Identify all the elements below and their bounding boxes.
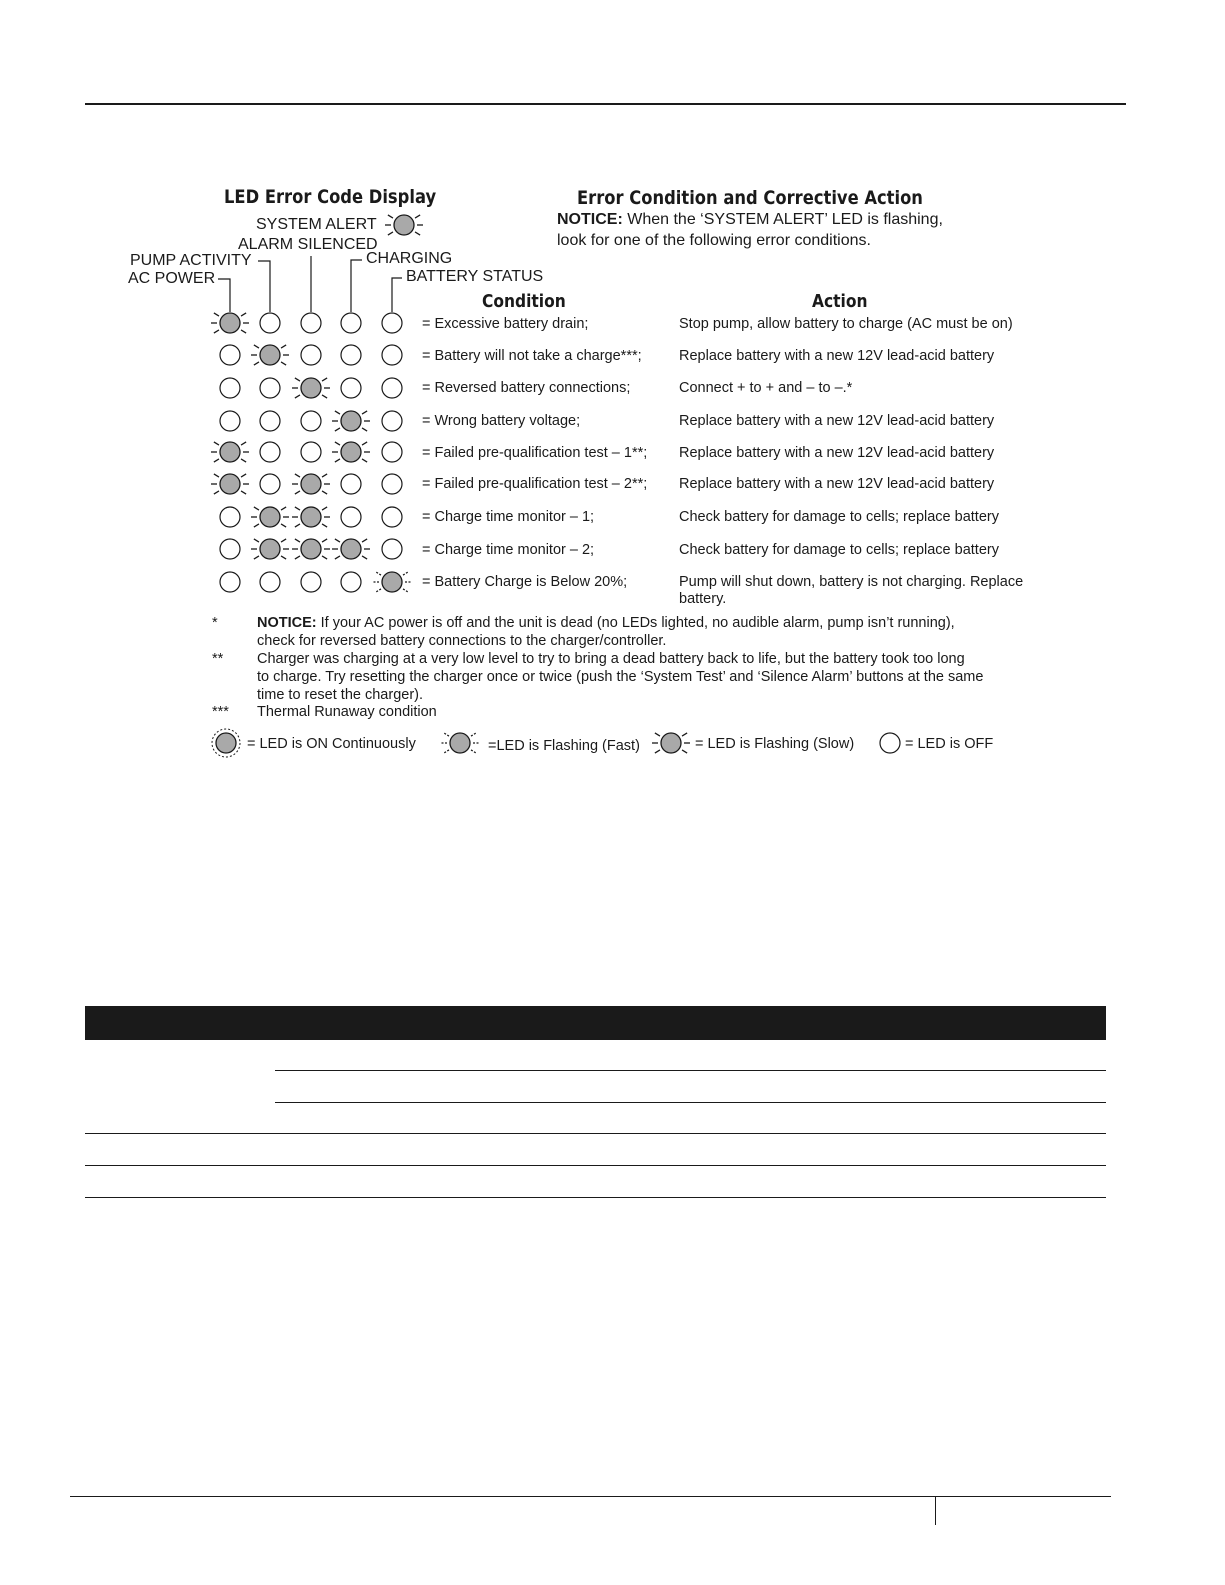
led-indicator (341, 345, 361, 365)
led-indicator (382, 313, 402, 333)
notice-line2: look for one of the following error conditions. (557, 232, 871, 249)
label-pump-activity: PUMP ACTIVITY (130, 252, 252, 269)
led-indicator (301, 442, 321, 462)
led-indicator (260, 474, 280, 494)
connector-pump-activity (258, 261, 270, 312)
condition-column-heading: Condition (482, 291, 566, 312)
led-indicator (292, 507, 330, 527)
led-indicator (220, 572, 240, 592)
condition-text: = Charge time monitor – 2; (422, 542, 595, 558)
led-display-heading: LED Error Code Display (224, 186, 437, 208)
footnote-line (257, 703, 437, 721)
footnote-text: Charger was charging at a very low level to try to bring a dead battery back to life, but the battery took too long (257, 651, 965, 667)
led-indicator (382, 442, 402, 462)
connector-battery-status (392, 278, 402, 312)
table-rule-2 (85, 1165, 1106, 1166)
action-text: Replace battery with a new 12V lead-acid battery (679, 445, 995, 461)
connector-ac-power (218, 279, 230, 312)
led-indicator (260, 378, 280, 398)
table-subrule-2 (275, 1102, 1106, 1103)
led-indicator (301, 572, 321, 592)
led-indicator (251, 539, 289, 559)
led-indicator (260, 442, 280, 462)
led-indicator (382, 345, 402, 365)
notice-line1: When the ‘SYSTEM ALERT’ LED is flashing, (627, 211, 943, 228)
led-indicator (220, 411, 240, 431)
condition-text: = Charge time monitor – 1; (422, 509, 595, 525)
condition-text: = Reversed battery connections; (422, 380, 631, 396)
led-indicator (341, 572, 361, 592)
led-indicator (211, 474, 249, 494)
footnote-mark: ** (212, 651, 224, 667)
led-indicator (251, 345, 289, 365)
action-text: Pump will shut down, battery is not charging. Replace (679, 574, 1024, 590)
led-indicator (251, 507, 289, 527)
system-alert-icon (385, 215, 423, 235)
led-indicator (292, 474, 330, 494)
action-text: Connect + to + and – to –.* (679, 380, 853, 396)
action-column-heading: Action (812, 291, 868, 312)
led-indicator (301, 345, 321, 365)
led-indicator (382, 378, 402, 398)
footnote-line (257, 632, 666, 650)
label-charging: CHARGING (366, 250, 453, 267)
led-indicator (260, 313, 280, 333)
led-indicator (373, 572, 411, 592)
footer-rule (70, 1496, 1111, 1497)
led-indicator (301, 313, 321, 333)
label-alarm-silenced: ALARM SILENCED (238, 236, 378, 253)
led-indicator (220, 539, 240, 559)
led-indicator (220, 378, 240, 398)
action-text: Stop pump, allow battery to charge (AC must be on) (679, 316, 1013, 332)
condition-text: = Failed pre-qualification test – 2**; (422, 476, 648, 492)
error-condition-heading: Error Condition and Corrective Action (577, 187, 923, 209)
footnote-text: to charge. Try resetting the charger once or twice (push the ‘System Test’ and ‘Silence Alarm’ buttons at the same (257, 669, 984, 685)
action-text: Replace battery with a new 12V lead-acid battery (679, 413, 995, 429)
led-indicator (292, 378, 330, 398)
led-indicator (341, 313, 361, 333)
legend-on-label: = LED is ON Continuously (247, 736, 416, 752)
footer-divider (935, 1497, 936, 1525)
led-indicator (332, 539, 370, 559)
led-indicator (332, 411, 370, 431)
table-header-bar (85, 1006, 1106, 1040)
led-indicator (220, 345, 240, 365)
legend-fast-label: =LED is Flashing (Fast) (488, 738, 640, 754)
led-indicator (220, 507, 240, 527)
led-indicator (382, 507, 402, 527)
footnote-text: If your AC power is off and the unit is dead (no LEDs lighted, no audible alarm, pump isn’t running), (320, 615, 955, 631)
condition-text: = Failed pre-qualification test – 1**; (422, 445, 648, 461)
led-indicator (382, 474, 402, 494)
led-indicator (341, 507, 361, 527)
action-text: Check battery for damage to cells; replace battery (679, 542, 999, 558)
footnote-text: check for reversed battery connections to the charger/controller. (257, 633, 667, 649)
label-ac-power: AC POWER (128, 270, 216, 287)
footnote-mark: *** (212, 704, 229, 720)
footnote-line (257, 650, 965, 668)
footnote-line (257, 614, 955, 632)
notice-label: NOTICE: (557, 211, 623, 228)
legend-slow-icon (652, 733, 690, 753)
led-indicator (382, 539, 402, 559)
action-text: Check battery for damage to cells; replace battery (679, 509, 999, 525)
led-indicator (211, 442, 249, 462)
action-text: Replace battery with a new 12V lead-acid battery (679, 476, 995, 492)
legend-off-icon (880, 733, 900, 753)
footnote-mark: * (212, 615, 218, 631)
led-indicator (332, 442, 370, 462)
footnote-line (257, 686, 423, 704)
condition-text: = Battery Charge is Below 20%; (422, 574, 628, 590)
led-indicator (260, 411, 280, 431)
label-connectors (218, 256, 402, 312)
table-rule-3 (85, 1197, 1106, 1198)
footnote-bold: NOTICE: (257, 615, 317, 631)
led-indicator (341, 474, 361, 494)
legend-slow-label: = LED is Flashing (Slow) (695, 736, 855, 752)
action-text-continued: battery. (679, 591, 727, 607)
footnote-text: time to reset the charger). (257, 687, 424, 703)
led-indicator (341, 378, 361, 398)
condition-text: = Wrong battery voltage; (422, 413, 581, 429)
led-indicator (292, 539, 330, 559)
legend-fast-icon (441, 733, 479, 753)
table-rule-1 (85, 1133, 1106, 1134)
footnote-line (257, 668, 983, 686)
footnote-text: Thermal Runaway condition (257, 704, 437, 720)
label-battery-status: BATTERY STATUS (406, 268, 544, 285)
led-indicator (211, 313, 249, 333)
legend-off-label: = LED is OFF (905, 736, 994, 752)
led-rows (211, 313, 411, 592)
legend-on-icon (212, 729, 240, 757)
condition-text: = Battery will not take a charge***; (422, 348, 642, 364)
led-indicator (260, 572, 280, 592)
condition-text: = Excessive battery drain; (422, 316, 589, 332)
action-text: Replace battery with a new 12V lead-acid battery (679, 348, 995, 364)
label-system-alert: SYSTEM ALERT (256, 216, 377, 233)
connector-charging (351, 260, 362, 312)
led-indicator (382, 411, 402, 431)
led-indicator (301, 411, 321, 431)
table-subrule-1 (275, 1070, 1106, 1071)
